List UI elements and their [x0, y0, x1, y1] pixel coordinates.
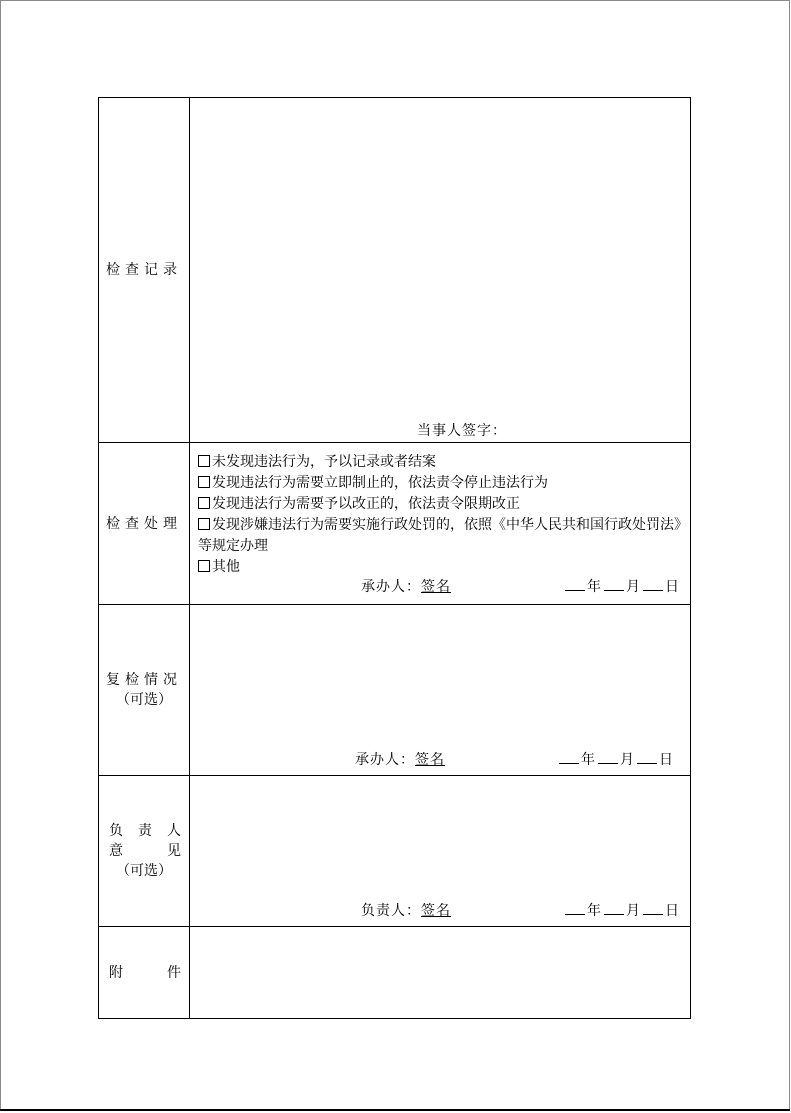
day-blank[interactable] [637, 762, 657, 764]
month-blank[interactable] [604, 589, 624, 591]
day-label: 日 [659, 752, 674, 768]
checkbox-icon[interactable] [198, 518, 210, 530]
attachments-field[interactable] [190, 927, 691, 1019]
inspection-record-field[interactable] [190, 98, 691, 443]
month-label: 月 [626, 579, 641, 595]
day-label: 日 [665, 903, 680, 919]
day-blank[interactable] [643, 913, 663, 915]
option-text: 发现违法行为需要立即制止的，依法责令停止违法行为 [212, 475, 548, 491]
inspection-handling-field [190, 443, 691, 605]
handling-signature-line [361, 576, 680, 596]
handler-label: 承办人： [355, 752, 415, 768]
year-blank[interactable] [565, 913, 585, 915]
handling-options-list [190, 443, 690, 578]
year-label: 年 [587, 579, 602, 595]
page-right-border [789, 0, 790, 1111]
label-reinspection [99, 605, 190, 776]
option-correct-violation[interactable] [198, 494, 684, 515]
month-label: 月 [626, 903, 641, 919]
row-inspection-handling [99, 443, 691, 605]
responsible-person-label: 负责人： [361, 903, 421, 919]
opinion-label: 意 见 [109, 843, 181, 859]
responsible-signature-line [361, 900, 680, 920]
checkbox-icon[interactable] [198, 497, 210, 509]
option-text: 发现违法行为需要予以改正的，依法责令限期改正 [212, 496, 520, 512]
inspection-form-table [98, 97, 691, 1019]
sign-field[interactable]: 签名 [421, 579, 451, 595]
month-label: 月 [620, 752, 635, 768]
page-top-border [0, 0, 789, 1]
option-no-violation[interactable] [198, 452, 684, 473]
reinspection-label: 复检情况 [106, 672, 182, 688]
checkbox-icon[interactable] [198, 455, 210, 467]
inspection-handling-label: 检查处理 [106, 515, 182, 532]
year-blank[interactable] [559, 762, 579, 764]
opinion-optional-label: （可选） [116, 863, 172, 879]
year-label: 年 [581, 752, 596, 768]
label-inspection-record [99, 98, 190, 443]
checkbox-icon[interactable] [198, 476, 210, 488]
month-blank[interactable] [598, 762, 618, 764]
row-attachments [99, 927, 691, 1019]
label-responsible-opinion [99, 776, 190, 927]
year-label: 年 [587, 903, 602, 919]
page-bottom-border [0, 1109, 790, 1111]
reinspection-optional-label: （可选） [116, 692, 172, 708]
label-attachments [99, 927, 190, 1019]
page-left-border [0, 0, 1, 1111]
handler-label: 承办人： [361, 579, 421, 595]
row-responsible-opinion [99, 776, 691, 927]
reinspection-field[interactable] [190, 605, 691, 776]
month-blank[interactable] [604, 913, 624, 915]
sign-field[interactable]: 签名 [421, 903, 451, 919]
responsible-label: 负 责 人 [109, 823, 181, 839]
option-stop-violation[interactable] [198, 473, 684, 494]
label-inspection-handling [99, 443, 190, 605]
year-blank[interactable] [565, 589, 585, 591]
row-reinspection [99, 605, 691, 776]
responsible-opinion-field[interactable] [190, 776, 691, 927]
option-administrative-penalty[interactable] [198, 515, 684, 557]
sign-field[interactable]: 签名 [415, 752, 445, 768]
day-blank[interactable] [643, 589, 663, 591]
row-inspection-record [99, 98, 691, 443]
party-signature-label: 当事人签字： [417, 423, 507, 439]
option-other[interactable] [198, 557, 684, 578]
option-text: 其他 [212, 559, 240, 575]
option-text: 发现涉嫌违法行为需要实施行政处罚的，依照《中华人民共和国行政处罚法》等规定办理 [198, 517, 681, 554]
day-label: 日 [665, 579, 680, 595]
attachments-label: 附 件 [109, 964, 181, 981]
inspection-record-label: 检查记录 [106, 262, 182, 278]
option-text: 未发现违法行为，予以记录或者结案 [212, 454, 436, 470]
reinspection-signature-line [355, 749, 674, 769]
checkbox-icon[interactable] [198, 560, 210, 572]
